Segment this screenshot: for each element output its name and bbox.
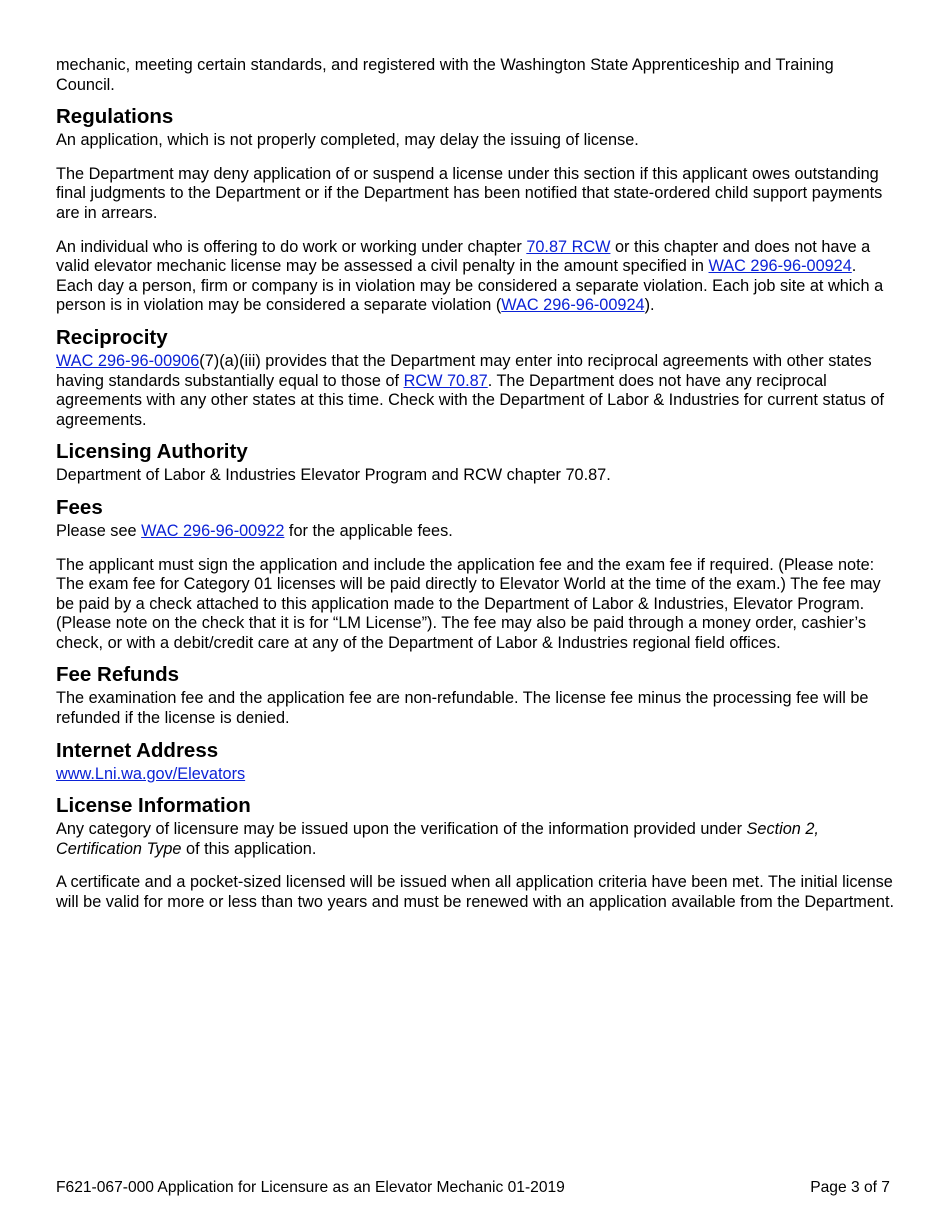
footer-form-id: F621-067-000 Application for Licensure as an Elevator Mechanic 01-2019 <box>56 1179 565 1196</box>
section-internet-address <box>56 739 896 785</box>
link-wac-296-96-00922[interactable]: WAC 296-96-00922 <box>141 521 285 540</box>
license-info-p1-text-a: Any category of licensure may be issued upon the verification of the information provided under <box>56 820 747 839</box>
internet-address-paragraph <box>56 765 896 785</box>
regulations-paragraph-1: An application, which is not properly completed, may delay the issuing of license. <box>56 131 639 150</box>
license-info-p1-text-b: of this application. <box>181 839 317 858</box>
heading-licensing-authority: Licensing Authority <box>56 440 248 464</box>
reciprocity-text-a: (7)(a)(iii) provides that the Department may enter into reciprocal agreements with other states having standards substantially equal to those of <box>56 351 872 390</box>
section-fee-refunds <box>56 663 896 728</box>
licensing-authority-text: Department of Labor & Industries Elevator Program and RCW chapter 70.87. <box>56 466 611 485</box>
section-licensing-authority <box>56 440 896 486</box>
regulations-p3-text-a: An individual who is offering to do work or working under chapter <box>56 237 527 256</box>
license-info-p1-emphasis: Section 2, Certification Type <box>56 820 819 858</box>
fees-p1-text-a: Please see <box>56 521 142 540</box>
heading-internet-address: Internet Address <box>56 738 219 762</box>
link-wac-296-96-00924[interactable]: WAC 296-96-00924 <box>708 257 852 276</box>
section-regulations <box>56 105 896 316</box>
link-wac-296-96-00924-second[interactable]: WAC 296-96-00924 <box>501 296 645 315</box>
page-footer <box>56 1178 890 1197</box>
fees-p1-text-b: for the applicable fees. <box>284 521 453 540</box>
section-fees <box>56 496 896 654</box>
license-information-paragraph-2: A certificate and a pocket-sized licensed will be issued when all application criteria have been met. The initial license will be valid for more or less than two years and must be renewed with an application available from the Department. <box>56 873 894 912</box>
link-wac-296-96-00906[interactable]: WAC 296-96-00906 <box>56 351 200 370</box>
section-reciprocity <box>56 326 896 430</box>
license-information-paragraph-1 <box>56 820 896 859</box>
link-lni-elevators[interactable]: www.Lni.wa.gov/Elevators <box>56 764 246 783</box>
fee-refunds-text: The examination fee and the application fee are non-refundable. The license fee minus the processing fee will be refunded if the license is denied. <box>56 689 869 728</box>
footer-page-number: Page 3 of 7 <box>810 1179 890 1196</box>
regulations-paragraph-3 <box>56 238 896 316</box>
heading-license-information: License Information <box>56 794 251 818</box>
reciprocity-paragraph <box>56 352 896 430</box>
heading-fee-refunds: Fee Refunds <box>56 663 180 687</box>
fees-paragraph-2: The applicant must sign the application and include the application fee and the exam fee if required. (Please note: The exam fee for Category 01 licenses will be paid directly to Elevator World at the time of the exam.) The fee may be paid by a check attached to this application made to the Department of Labor & Industries, Elevator Program. (Please note on the check that it is for “LM License”). The fee may also be paid through a money order, cashier’s check, or with a debit/credit care at any of the Department of Labor & Industries regional field offices. <box>56 555 881 652</box>
regulations-paragraph-2: The Department may deny application of or suspend a license under this section if this applicant owes outstanding final judgments to the Department or if the Department has been notified that state-ordered child support payments are in arrears. <box>56 164 883 222</box>
heading-reciprocity: Reciprocity <box>56 325 168 349</box>
intro-continuation: mechanic, meeting certain standards, and registered with the Washington State Apprenticeship and Training Council. <box>56 56 834 94</box>
regulations-p3-text-c: . Each day a person, firm or company is in violation may be considered a separate violation. Each job site at which a person is in violation may be considered a separate violation ( <box>56 257 884 315</box>
regulations-p3-text-b: or this chapter and does not have a valid elevator mechanic license may be assessed a civil penalty in the amount specified in <box>56 237 871 276</box>
link-rcw-70-87[interactable]: RCW 70.87 <box>403 371 488 390</box>
reciprocity-text-b: . The Department does not have any reciprocal agreements with any other states at this time. Check with the Department of Labor & Industries for current status of agreements. <box>56 371 885 429</box>
fees-paragraph-1 <box>56 522 896 542</box>
section-license-information <box>56 794 896 912</box>
link-70-87-rcw[interactable]: 70.87 RCW <box>526 237 611 256</box>
heading-regulations: Regulations <box>56 105 174 129</box>
heading-fees: Fees <box>56 495 103 519</box>
regulations-p3-text-d: ). <box>644 296 655 315</box>
document-page <box>56 56 896 927</box>
